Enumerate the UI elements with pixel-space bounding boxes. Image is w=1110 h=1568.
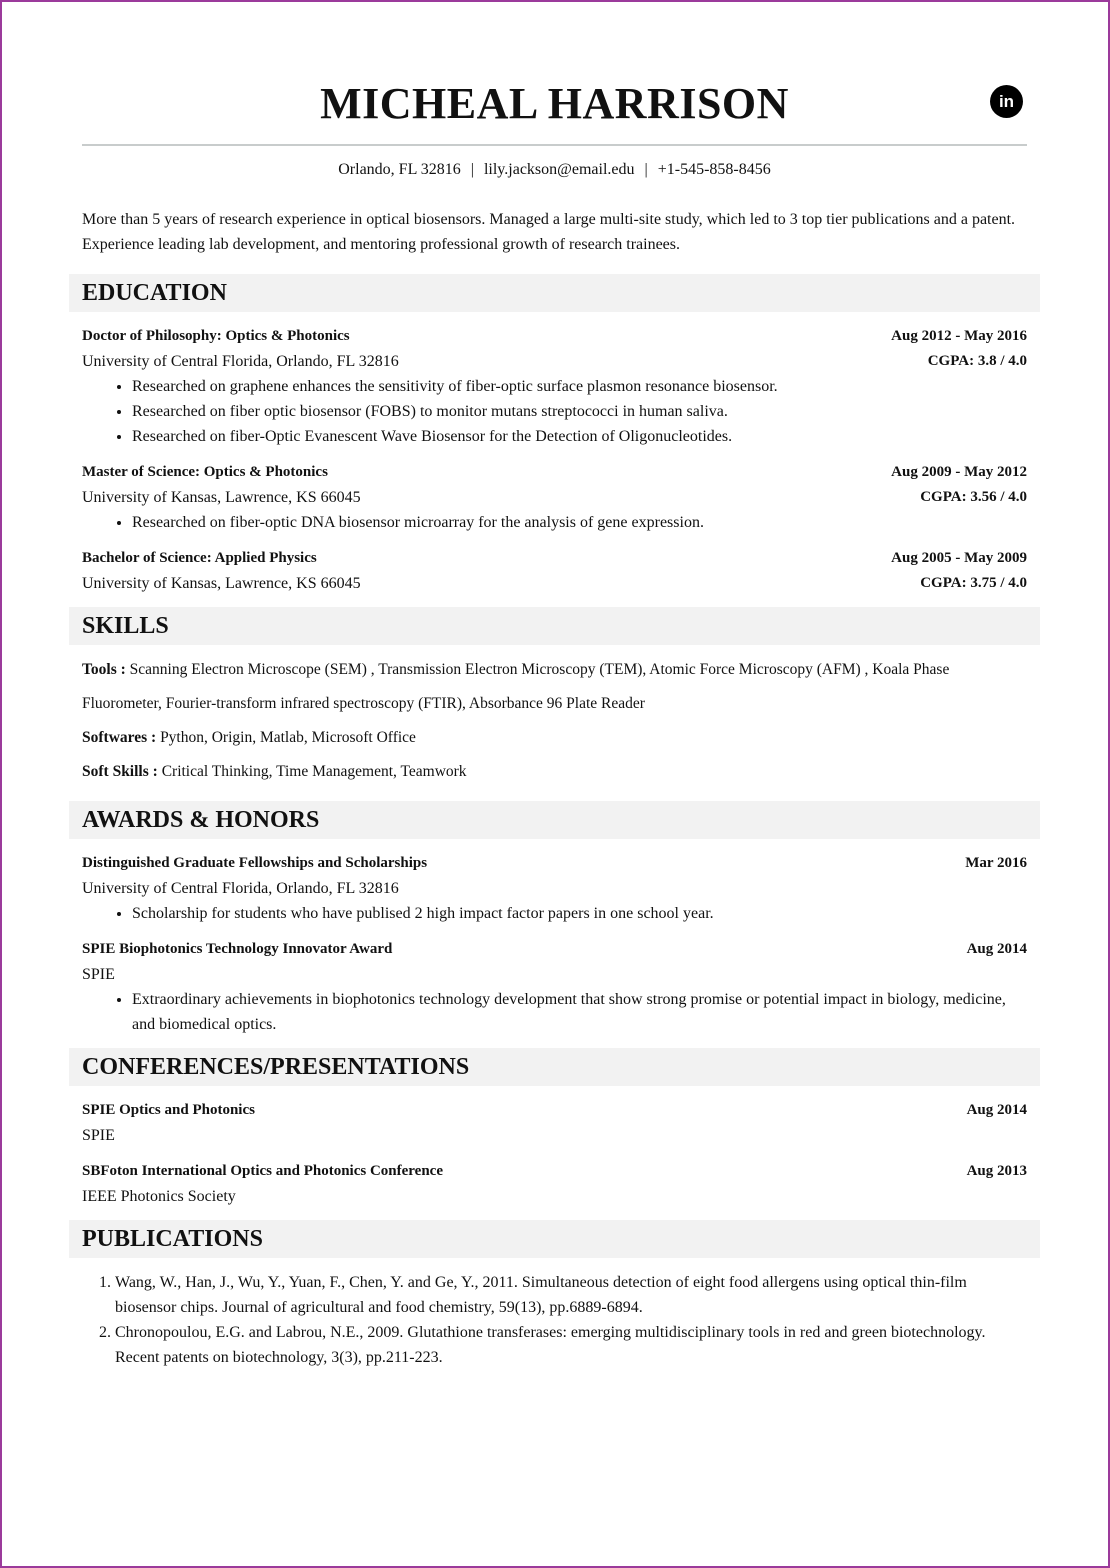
contact-location: Orlando, FL 32816 xyxy=(338,161,461,178)
entry-title: SBFoton International Optics and Photonics Conference xyxy=(82,1163,443,1179)
entry-date: Aug 2014 xyxy=(966,941,1027,957)
skill-row xyxy=(82,653,1027,721)
entry-subheader xyxy=(82,1184,1027,1209)
skill-label: Soft Skills : xyxy=(82,763,158,780)
skill-value: Critical Thinking, Time Management, Teamwork xyxy=(161,763,467,780)
skill-row xyxy=(82,755,1027,789)
entry-title: SPIE Optics and Photonics xyxy=(82,1102,255,1118)
bullet-item: • Researched on fiber-optic DNA biosensor microarray for the analysis of gene expression. xyxy=(132,510,1027,535)
section-heading-skills: SKILLS xyxy=(69,607,1040,645)
entry-title: Doctor of Philosophy: Optics & Photonics xyxy=(82,328,350,344)
bullet-item: • Researched on fiber-Optic Evanescent Wave Biosensor for the Detection of Oligonucleotides. xyxy=(132,424,1027,449)
entry-organization: University of Kansas, Lawrence, KS 66045 xyxy=(82,575,361,592)
entry-subheader xyxy=(82,349,1027,374)
linkedin-icon[interactable]: in xyxy=(990,85,1023,118)
skill-label: Softwares : xyxy=(82,729,157,746)
entry xyxy=(82,851,1027,926)
entry-gpa: CGPA: 3.8 / 4.0 xyxy=(927,353,1027,369)
entry-date: Aug 2014 xyxy=(966,1102,1027,1118)
entry-organization: University of Central Florida, Orlando, FL 32816 xyxy=(82,880,399,897)
skill-row xyxy=(82,721,1027,755)
separator: | xyxy=(644,161,648,178)
summary: More than 5 years of research experience in optical biosensors. Managed a large multi-site study, which led to 3 top tier publications and a patent. Experience leading lab development, and mentoring professional growth of research trainees. xyxy=(82,211,1016,253)
entry xyxy=(82,937,1027,1037)
entry xyxy=(82,324,1027,449)
entry-date: Aug 2012 - May 2016 xyxy=(891,328,1027,344)
entry-organization: University of Central Florida, Orlando, FL 32816 xyxy=(82,353,399,370)
entry-gpa: CGPA: 3.56 / 4.0 xyxy=(920,489,1027,505)
contact-phone: +1-545-858-8456 xyxy=(657,161,771,178)
entry xyxy=(82,546,1027,596)
contact-email[interactable]: lily.jackson@email.edu xyxy=(483,161,635,178)
entry-organization: IEEE Photonics Society xyxy=(82,1188,236,1205)
entry-title: Distinguished Graduate Fellowships and Scholarships xyxy=(82,855,428,871)
entry-subheader xyxy=(82,571,1027,596)
section-heading-publications: PUBLICATIONS xyxy=(69,1220,1040,1258)
bullet-list xyxy=(82,374,1027,449)
entry-date: Aug 2005 - May 2009 xyxy=(891,550,1027,566)
section-heading-conferences: CONFERENCES/PRESENTATIONS xyxy=(69,1048,1040,1086)
entry xyxy=(82,1159,1027,1209)
entry-title: SPIE Biophotonics Technology Innovator Award xyxy=(82,941,393,957)
entry-subheader xyxy=(82,1123,1027,1148)
separator: | xyxy=(470,161,474,178)
header-divider xyxy=(82,144,1027,146)
entry-header xyxy=(82,937,1027,962)
entry-header xyxy=(82,460,1027,485)
publication-item: 2. Chronopoulou, E.G. and Labrou, N.E., 2009. Glutathione transferases: emerging multidisciplinary tools in red and green biotechnology. Recent patents on biotechnology, 3(3), pp.211-223. xyxy=(115,1320,1027,1370)
entry-header xyxy=(82,1098,1027,1123)
entry-subheader xyxy=(82,485,1027,510)
bullet-list xyxy=(82,987,1027,1037)
skill-value: Python, Origin, Matlab, Microsoft Office xyxy=(160,729,416,746)
entry-title: Master of Science: Optics & Photonics xyxy=(82,464,328,480)
entry-organization: SPIE xyxy=(82,1127,115,1144)
skill-label: Tools : xyxy=(82,661,126,678)
entry-organization: SPIE xyxy=(82,966,115,983)
publication-list xyxy=(82,1270,1027,1370)
contact-line xyxy=(82,160,1027,180)
entry-header xyxy=(82,851,1027,876)
section-heading-awards: AWARDS & HONORS xyxy=(69,801,1040,839)
entry xyxy=(82,1098,1027,1148)
entry-title: Bachelor of Science: Applied Physics xyxy=(82,550,317,566)
bullet-item: • Extraordinary achievements in biophotonics technology development that show strong promise or potential impact in biology, medicine, and biomedical optics. xyxy=(132,987,1027,1037)
resume-body xyxy=(82,207,1027,1370)
section-heading-education: EDUCATION xyxy=(69,274,1040,312)
entry-gpa: CGPA: 3.75 / 4.0 xyxy=(920,575,1027,591)
entry-organization: University of Kansas, Lawrence, KS 66045 xyxy=(82,489,361,506)
publication-item: 1. Wang, W., Han, J., Wu, Y., Yuan, F., Chen, Y. and Ge, Y., 2011. Simultaneous detection of eight food allergens using optical thin-film biosensor chips. Journal of agricultural and food chemistry, 59(13), pp.6889-6894. xyxy=(115,1270,1027,1320)
entry-date: Aug 2013 xyxy=(966,1163,1027,1179)
entry xyxy=(82,460,1027,535)
entry-date: Aug 2009 - May 2012 xyxy=(891,464,1027,480)
entry-subheader xyxy=(82,876,1027,901)
candidate-name: MICHEAL HARRISON xyxy=(320,79,789,128)
entry-date: Mar 2016 xyxy=(965,855,1027,871)
bullet-item: • Researched on graphene enhances the sensitivity of fiber-optic surface plasmon resonance biosensor. xyxy=(132,374,1027,399)
entry-header xyxy=(82,546,1027,571)
bullet-list xyxy=(82,510,1027,535)
bullet-item: • Researched on fiber optic biosensor (FOBS) to monitor mutans streptococci in human saliva. xyxy=(132,399,1027,424)
skills-list xyxy=(82,653,1027,789)
entry-header xyxy=(82,1159,1027,1184)
skill-value: Scanning Electron Microscope (SEM) , Transmission Electron Microscopy (TEM), Atomic Force Microscopy (AFM) , Koala Phase Fluorometer, Fourier-transform infrared spectroscopy (FTIR), Absorbance 96 Plate Reader xyxy=(82,661,950,712)
entry-subheader xyxy=(82,962,1027,987)
bullet-list xyxy=(82,901,1027,926)
bullet-item: • Scholarship for students who have publised 2 high impact factor papers in one school year. xyxy=(132,901,1027,926)
entry-header xyxy=(82,324,1027,349)
